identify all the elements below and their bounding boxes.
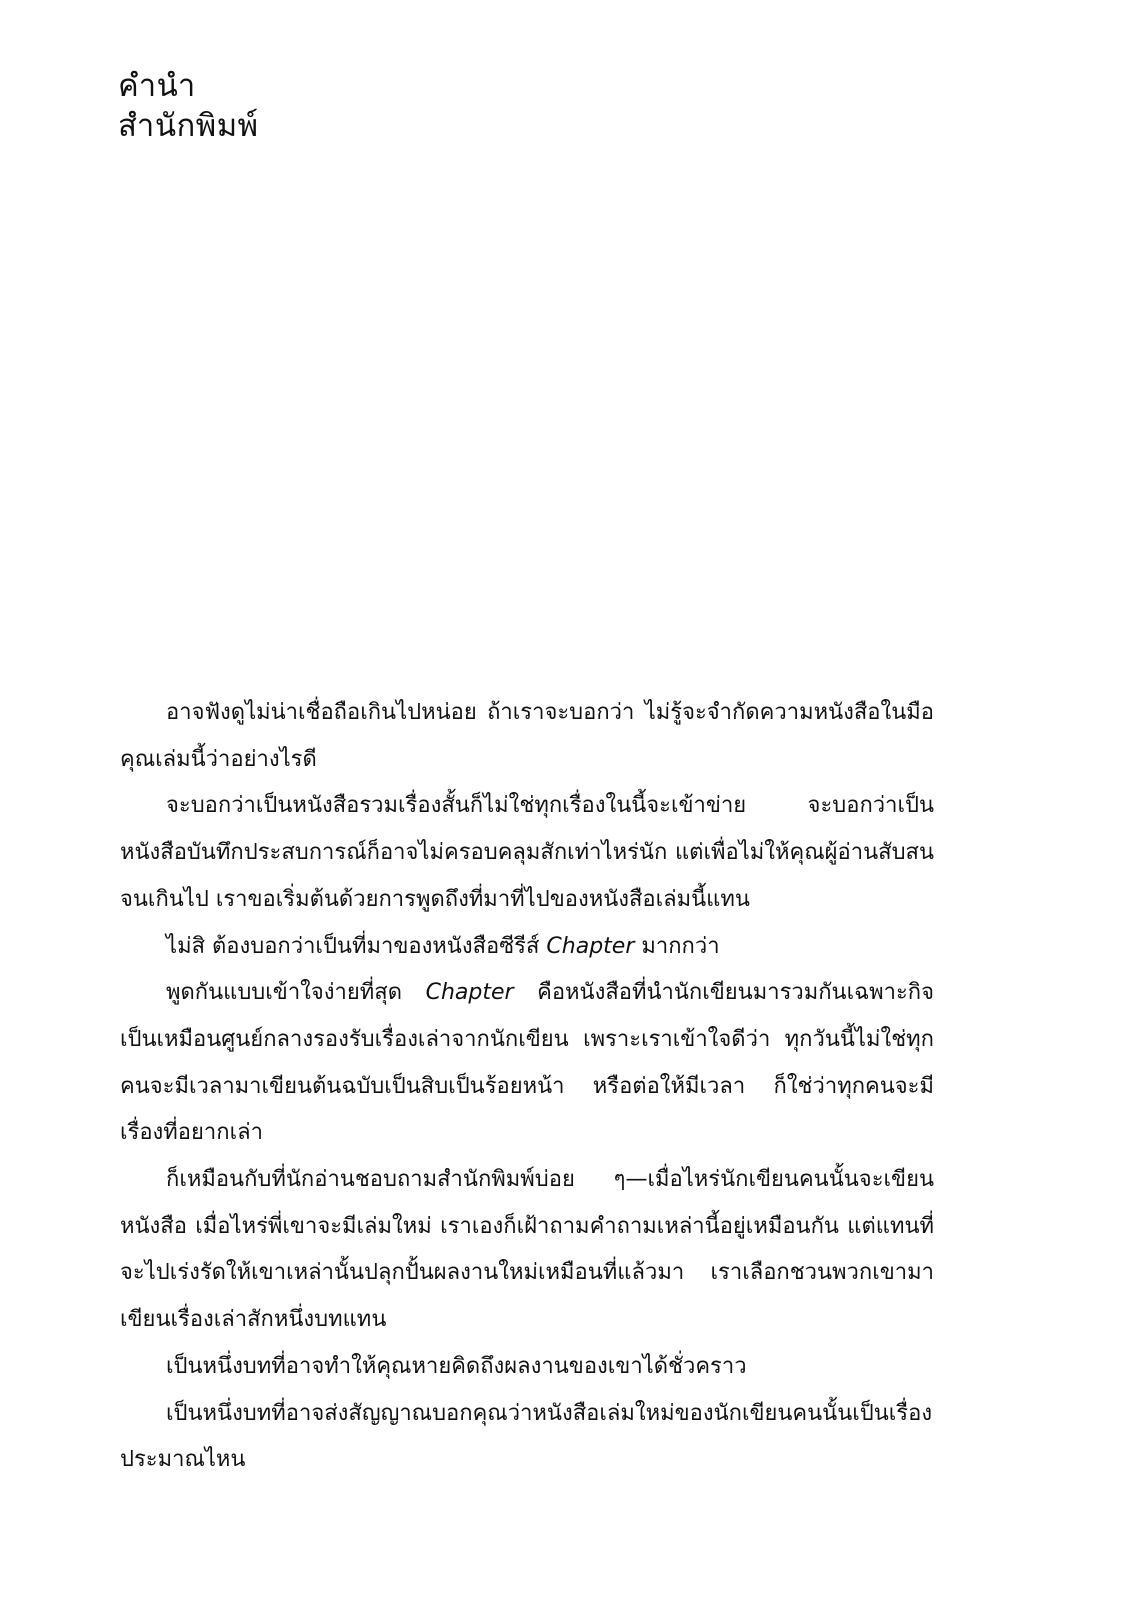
italic-text: Chapter <box>546 933 635 959</box>
paragraph-text: อาจฟังดูไม่น่าเชื่อถือเกินไปหน่อย ถ้าเราจะบอกว่า ไม่รู้จะจำกัดความหนังสือในมือคุณเล่มนี้ว่าอย่างไรดี <box>120 700 934 772</box>
paragraph-text: จะบอกว่าเป็นหนังสือรวมเรื่องสั้นก็ไม่ใช่ทุกเรื่องในนี้จะเข้าข่าย จะบอกว่าเป็นหนังสือบันทึกประสบการณ์ก็อาจไม่ครอบคลุมสักเท่าไหร่นัก แต่เพื่อไม่ให้คุณผู้อ่านสับสนจนเกินไป เราขอเริ่มต้นด้วยการพูดถึงที่มาที่ไปของหนังสือเล่มนี้แทน <box>120 793 934 912</box>
paragraph <box>120 783 934 923</box>
paragraph-text: เป็นหนึ่งบทที่อาจทำให้คุณหายคิดถึงผลงานของเขาได้ชั่วคราว <box>166 1353 747 1379</box>
paragraph <box>120 970 934 1157</box>
paragraph-text: คือหนังสือที่นำนักเขียนมารวมกันเฉพาะกิจ เป็นเหมือนศูนย์กลางรองรับเรื่องเล่าจากนักเขียน เพราะเราเข้าใจดีว่า ทุกวันนี้ไม่ใช่ทุกคนจะมีเวลามาเขียนต้นฉบับเป็นสิบเป็นร้อยหน้า หรือต่อให้มีเวลา ก็ใช่ว่าทุกคนจะมีเรื่องที่อยากเล่า <box>120 980 934 1146</box>
paragraph <box>120 1157 934 1344</box>
paragraph <box>120 1391 934 1484</box>
paragraph <box>120 1344 934 1391</box>
paragraph <box>120 690 934 783</box>
page-title-line-1: คำนำ <box>118 68 196 104</box>
paragraph-text: เป็นหนึ่งบทที่อาจส่งสัญญาณบอกคุณว่าหนังสือเล่มใหม่ของนักเขียนคนนั้นเป็นเรื่องประมาณไหน <box>120 1400 933 1473</box>
paragraph-text: ก็เหมือนกับที่นักอ่านชอบถามสำนักพิมพ์บ่อย ๆ—เมื่อไหร่นักเขียนคนนั้นจะเขียนหนังสือ เมื่อไหร่พี่เขาจะมีเล่มใหม่ เราเองก็เฝ้าถามคำถามเหล่านี้อยู่เหมือนกัน แต่แทนที่จะไปเร่งรัดให้เขาเหล่านั้นปลุกปั้นผลงานใหม่เหมือนที่แล้วมา เราเลือกชวนพวกเขามาเขียนเรื่องเล่าสักหนึ่งบทแทน <box>120 1167 934 1333</box>
paragraph-text: พูดกันแบบเข้าใจง่ายที่สุด <box>166 980 426 1006</box>
page-title-line-2: สำนักพิมพ์ <box>118 108 259 144</box>
body-text <box>120 690 934 1484</box>
page-title <box>118 66 259 146</box>
italic-text: Chapter <box>425 980 514 1006</box>
paragraph-text: ไม่สิ ต้องบอกว่าเป็นที่มาของหนังสือซีรีส์ <box>166 933 547 959</box>
paragraph <box>120 924 934 971</box>
paragraph-text: มากกว่า <box>634 933 720 959</box>
